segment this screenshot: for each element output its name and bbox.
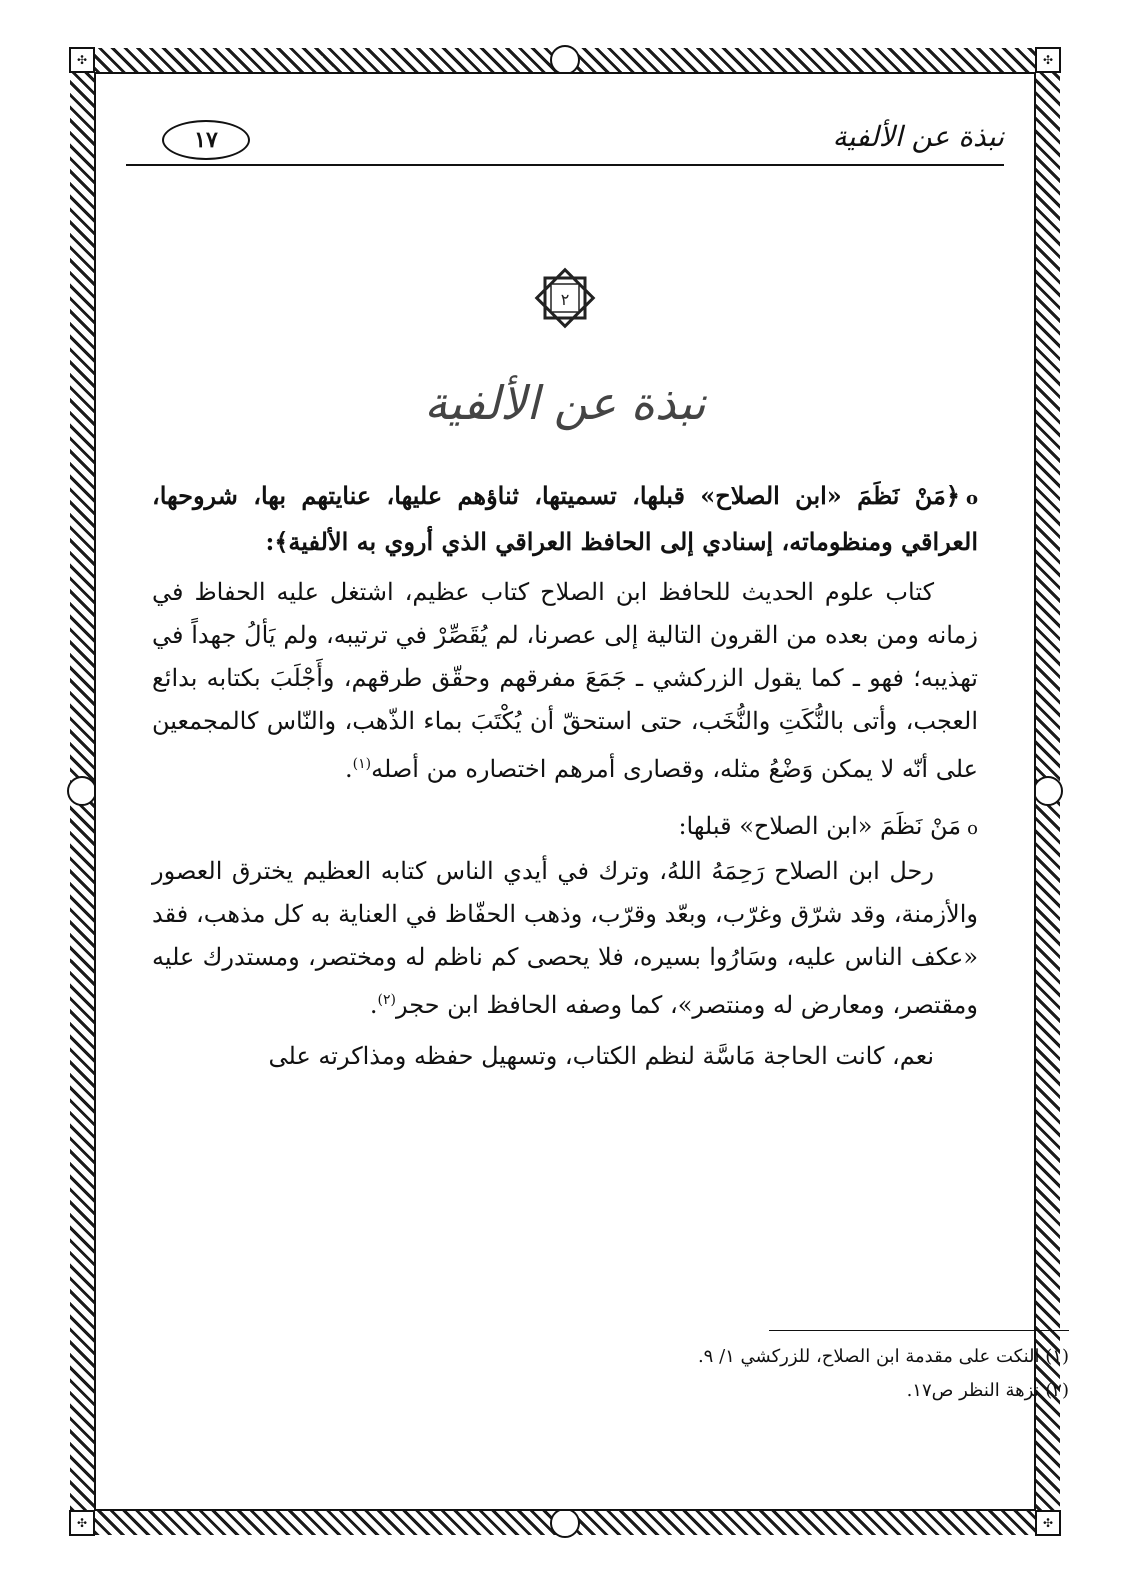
paragraph: نعم، كانت الحاجة مَاسَّة لنظم الكتاب، وتسهيل حفظه ومذاكرته على xyxy=(268,1042,934,1070)
footnote-marker[interactable]: (٢) xyxy=(377,992,396,1008)
bullet-icon: o xyxy=(965,488,978,509)
footnote-marker[interactable]: (١) xyxy=(352,756,372,772)
corner-ornament-icon: ✣ xyxy=(1035,1510,1061,1536)
knot-ornament-icon xyxy=(550,1508,580,1538)
section-heading: oمَنْ نَظَمَ «ابن الصلاح» قبلها: xyxy=(678,812,978,840)
footnote: (١) النكت على مقدمة ابن الصلاح، للزركشي ١/ ٩. xyxy=(697,1346,1069,1367)
page xyxy=(94,72,1036,1511)
paragraph: كتاب علوم الحديث للحافظ ابن الصلاح كتاب عظيم، اشتغل عليه الحفاظ في زمانه ومن بعده من القرون التالية إلى عصرنا، لم يُقَصِّرْ في ترتيبه، ولم يَألُ جهداً في تهذيبه؛ فهو ـ كما يقول الزركشي ـ جَمَعَ مفرقهم وحقّق طرقهم، وأَجْلَبَ بكتابه بدائع العجب، وأتى بالنُّكَتِ والنُّخَب، حتى استحقّ أن يُكْتَبَ بماء الذّهب، والنّاس كالمجمعين على أنّه لا يمكن وَضْعُ مثله، وقصارى أمرهم اختصاره من أصله$^{(١)}$. xyxy=(152,578,979,783)
corner-ornament-icon: ✣ xyxy=(69,47,95,73)
chapter-number: ٢ xyxy=(560,290,570,309)
knot-ornament-icon xyxy=(550,45,580,75)
running-title: نبذة عن الألفية xyxy=(832,120,1004,153)
intro-paragraph: o﴿مَنْ نَظَمَ «ابن الصلاح» قبلها، تسميتها، ثناؤهم عليها، عنايتهم بها، شروحها، العراقي ومنظوماته، إسنادي إلى الحافظ العراقي الذي أروي به الألفية﴾: xyxy=(152,481,978,556)
knot-ornament-icon xyxy=(67,776,97,806)
paragraph: رحل ابن الصلاح رَحِمَهُ اللهُ، وترك في أيدي الناس كتابه العظيم يخترق العصور والأزمنة، وقد شرّق وغرّب، وبعّد وقرّب، وذهب الحفّاظ في العناية به كل مذهب، فقد «عكف الناس عليه، وسَارُوا بسيره، فلا يحصى كم ناظم له ومختصر، ومستدرك عليه ومقتصر، ومعارض له ومنتصر»، كما وصفه الحافظ ابن حجر$^{(٢)}$. xyxy=(152,857,979,1019)
corner-ornament-icon: ✣ xyxy=(69,1510,95,1536)
footnotes xyxy=(58,1340,1069,1408)
chapter-number-emblem-icon xyxy=(531,264,599,332)
knot-ornament-icon xyxy=(1033,776,1063,806)
corner-ornament-icon: ✣ xyxy=(1035,47,1061,73)
bullet-icon: o xyxy=(967,818,978,839)
page-header xyxy=(126,116,1004,166)
chapter-heading: نبذة عن الألفية xyxy=(424,376,706,430)
footnote-divider xyxy=(769,1330,1069,1331)
body-text xyxy=(152,474,978,1078)
page-number: ١٧ xyxy=(162,120,250,160)
footnote: (٢) نزهة النظر ص١٧. xyxy=(906,1380,1069,1401)
